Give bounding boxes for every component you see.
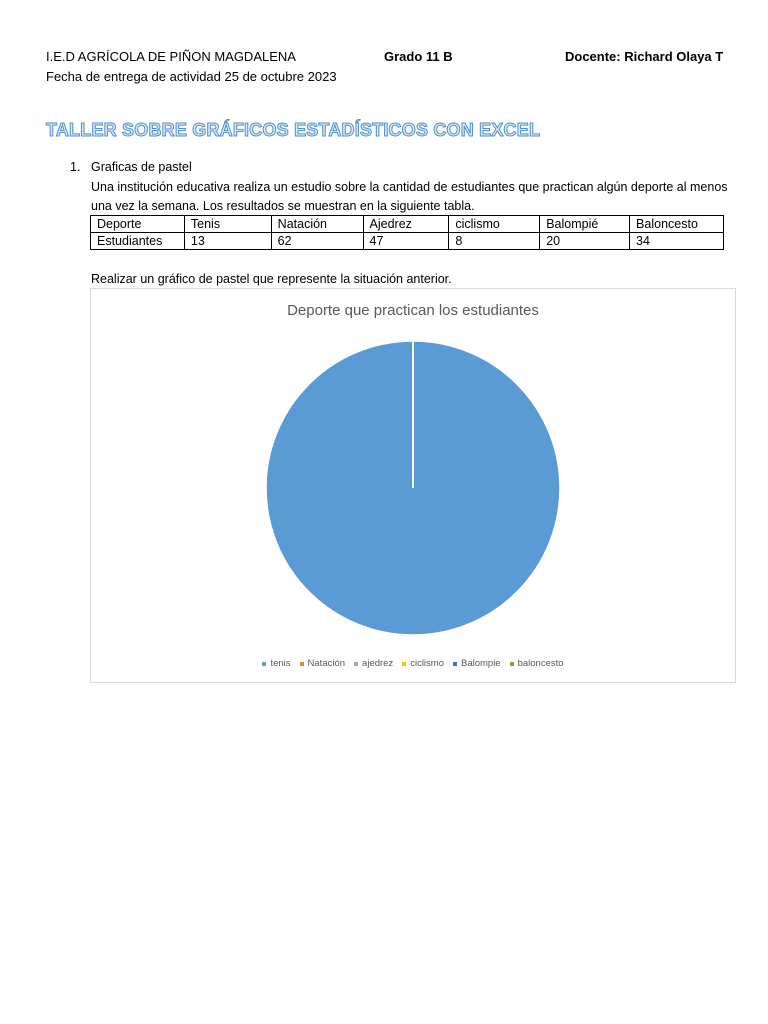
table-cell: Balompié [540,216,630,233]
legend-item [510,658,564,669]
table-row [91,233,724,250]
legend-label: Natación [307,658,346,669]
legend-label: ciclismo [410,658,444,669]
legend-swatch [402,662,406,666]
table-cell: Deporte [91,216,185,233]
legend-swatch [300,662,304,666]
legend-item [262,658,290,669]
teacher-label: Docente: Richard Olaya T [565,49,724,64]
section-heading: Graficas de pastel [91,160,192,174]
table-cell: ciclismo [449,216,540,233]
school-name: I.E.D AGRÍCOLA DE PIÑON MAGDALENA [46,49,296,64]
table-cell: 47 [363,233,449,250]
page-title: TALLER SOBRE GRÁFICOS ESTADÍSTICOS CON EXCEL [46,120,541,140]
chart-title: Deporte que practican los estudiantes [287,302,539,319]
table-cell: 34 [630,233,724,250]
legend-label: tenis [270,658,291,669]
section-paragraph: Una institución educativa realiza un estudio sobre la cantidad de estudiantes que practican algún deporte al menos una vez la semana. Los resultados se muestran en la siguiente tabla. [91,180,728,213]
table-cell: Ajedrez [363,216,449,233]
table-cell: 20 [540,233,630,250]
legend-item [402,658,444,669]
legend-label: ajedrez [362,658,394,669]
pie-chart [90,288,736,683]
list-number: 1. [70,160,81,174]
legend-item [300,658,346,669]
legend-item [354,658,393,669]
table-cell: Estudiantes [91,233,185,250]
legend-label: baloncesto [517,658,564,669]
table-cell: 13 [184,233,271,250]
legend-swatch [453,662,457,666]
table-row [91,216,724,233]
table-cell: Natación [271,216,363,233]
table-cell: 62 [271,233,363,250]
table-cell: Tenis [184,216,271,233]
legend-swatch [510,662,514,666]
chart-legend [91,658,735,669]
table-cell: Baloncesto [630,216,724,233]
legend-swatch [354,662,358,666]
sports-table [90,215,724,250]
table-cell: 8 [449,233,540,250]
legend-label: Balompie [460,658,501,669]
due-date: Fecha de entrega de actividad 25 de octubre 2023 [46,69,337,84]
instruction-text: Realizar un gráfico de pastel que represente la situación anterior. [91,272,452,286]
pie-chart-canvas [91,289,735,682]
grade-label: Grado 11 B [384,49,453,64]
legend-item [453,658,501,669]
legend-swatch [262,662,266,666]
